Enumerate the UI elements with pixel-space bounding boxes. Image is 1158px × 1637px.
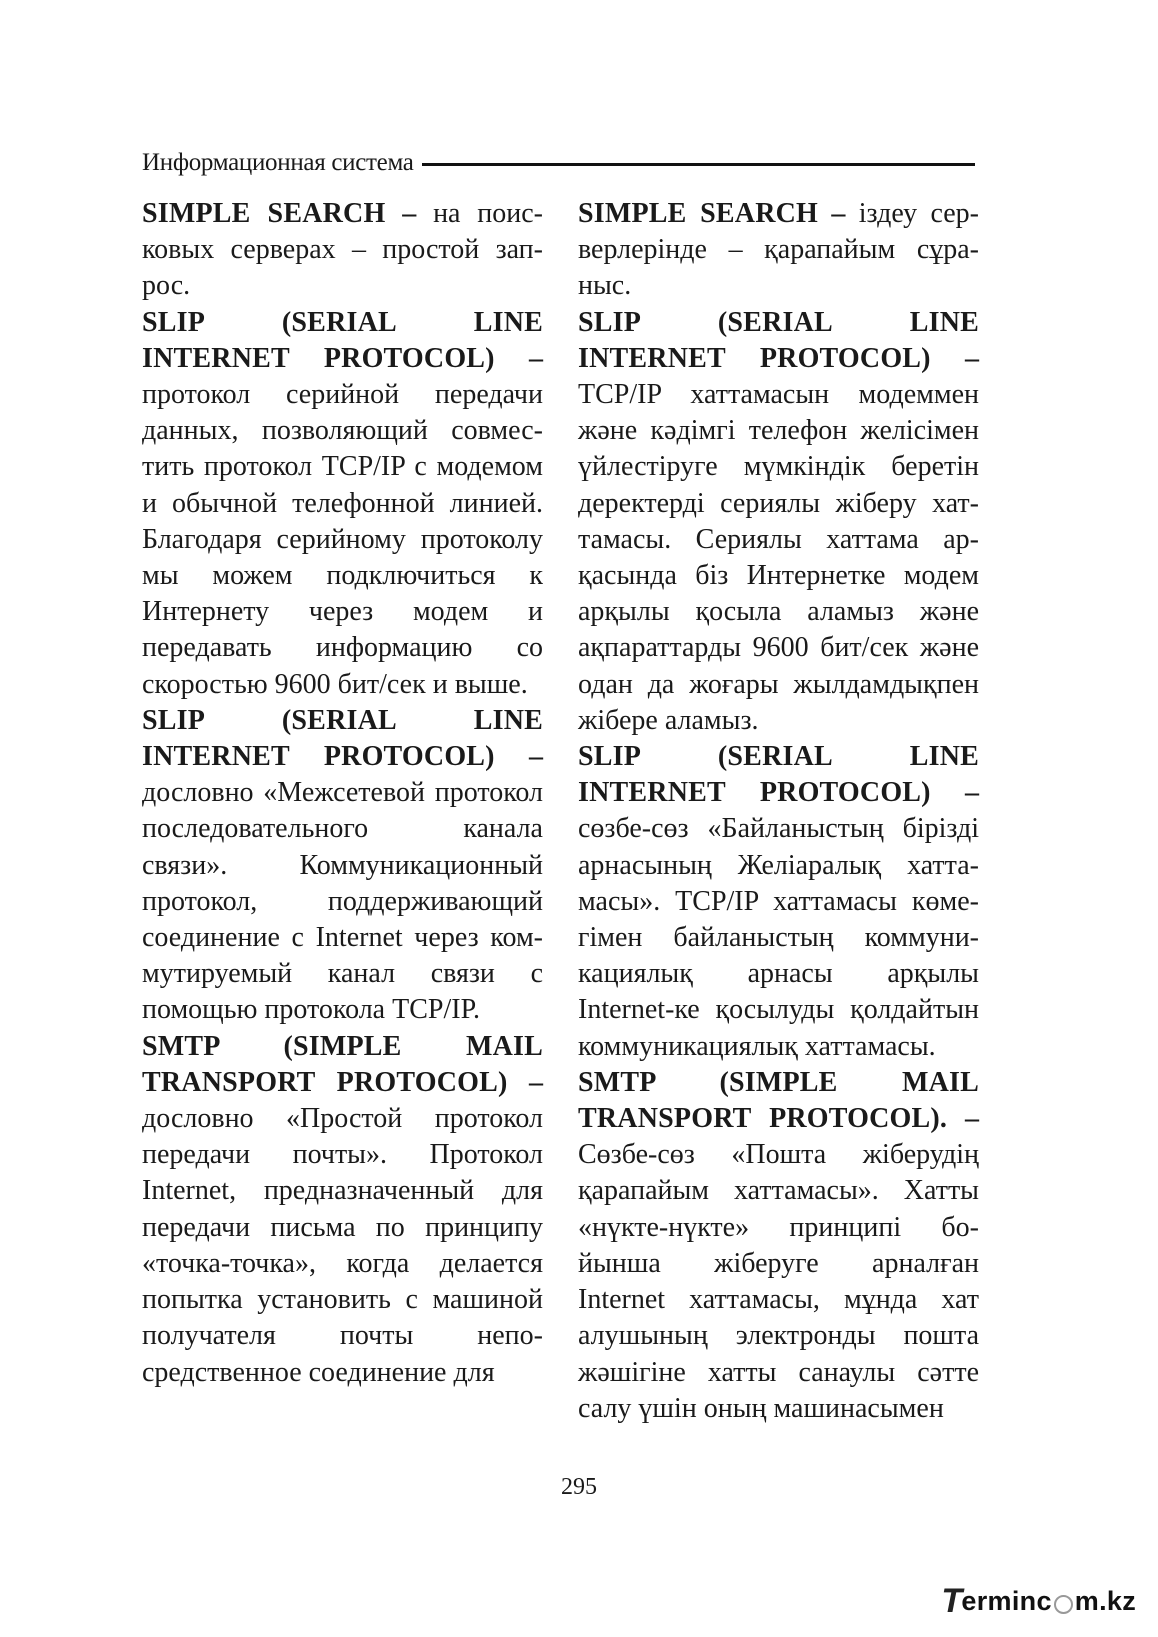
page-number: 295 bbox=[561, 1474, 597, 1500]
entry-dash: – bbox=[930, 777, 979, 809]
header-rule bbox=[422, 163, 975, 166]
watermark-letter-t: T bbox=[941, 1581, 963, 1620]
magnifier-o-icon bbox=[1054, 1595, 1073, 1614]
dictionary-entry bbox=[142, 1029, 543, 1391]
entry-definition: Сөзбе-сөз «Пошта жіберудің қарапайым хаттамасы». Хатты «нүкте-нүкте» принципі бойынша жіберуге арналған Internet хаттамасы, мұнда хат алушының электронды пошта жәшігіне хатты санаулы сәтте салу үшін оның машинасымен bbox=[578, 1139, 979, 1424]
entry-dash: – bbox=[930, 342, 979, 374]
entry-term: SMTP (SIMPLE MAIL TRANSPORT PROTOCOL). bbox=[578, 1066, 979, 1135]
entry-term: SMTP (SIMPLE MAIL TRANSPORT PROTOCOL) bbox=[142, 1030, 543, 1098]
entry-term: SIMPLE SEARCH bbox=[578, 198, 819, 229]
entry-definition: дословно «Простой протокол передачи почты». Протокол Internet, предназначенный для передачи письма по принципу «точка-точка», когда делается попытка установить с машиной получателя почты непосредственное соединение для bbox=[142, 1103, 543, 1388]
dictionary-entry bbox=[142, 305, 543, 703]
entry-dash: – bbox=[818, 198, 859, 229]
entry-term: SLIP (SERIAL LINE INTERNET PROTOCOL) bbox=[142, 704, 543, 773]
dictionary-entry bbox=[578, 1065, 979, 1427]
entry-definition: іздеу серверлерінде – қарапайым сұраныс. bbox=[578, 198, 979, 302]
entry-term: SLIP (SERIAL LINE INTERNET PROTOCOL) bbox=[142, 306, 543, 374]
entry-definition: TCP/IP хаттамасын модеммен және кәдімгі телефон желісімен үйлестіруге мүмкіндік беретін деректерді сериялы жіберу хаттамасы. Сериялы хаттама арқасында біз Интернетке модем арқылы қосыла аламыз және ақпараттарды 9600 бит/сек және одан да жоғары жылдамдықпен жібере аламыз. bbox=[578, 379, 979, 736]
header-title: Информационная система bbox=[142, 149, 414, 176]
dictionary-entry bbox=[578, 739, 979, 1065]
dictionary-entry bbox=[142, 196, 543, 305]
dictionary-entry bbox=[142, 703, 543, 1029]
termincom-watermark bbox=[941, 1581, 1136, 1621]
entry-definition: на поисковых серверах – простой запрос. bbox=[142, 198, 543, 302]
entry-term: SIMPLE SEARCH bbox=[142, 198, 386, 229]
entry-definition: сөзбе-сөз «Байланыстың бірізді арнасының Желіаралық хаттамасы». TCP/IP хаттамасы көмегімен байланыстың коммуникациялық арнасы арқылы Internet-ке қосылуды қолдайтын коммуникациялық хаттамасы. bbox=[578, 813, 979, 1062]
running-header bbox=[142, 146, 975, 180]
entry-definition: дословно «Межсетевой протокол последовательного канала связи». Коммуникационный протокол, поддерживающий соединение с Internet через коммутируемый канал связи с помощью протокола TCP/IP. bbox=[142, 777, 543, 1026]
entry-term: SLIP (SERIAL LINE INTERNET PROTOCOL) bbox=[578, 741, 979, 809]
watermark-text-end: m.kz bbox=[1074, 1585, 1136, 1616]
dictionary-entry bbox=[578, 196, 979, 305]
entry-dash: – bbox=[385, 198, 434, 229]
right-column bbox=[578, 196, 979, 1427]
entry-dash: – bbox=[507, 1066, 543, 1098]
left-column bbox=[142, 196, 543, 1391]
entry-definition: протокол серийной передачи данных, позволяющий совместить протокол TCP/IP с модемом и обычной телефонной линией. Благодаря серийному протоколу мы можем подключиться к Интернету через модем и передавать информацию со скоростью 9600 бит/сек и выше. bbox=[142, 379, 543, 700]
entry-dash: – bbox=[947, 1103, 979, 1135]
entry-dash: – bbox=[494, 741, 543, 773]
entry-term: SLIP (SERIAL LINE INTERNET PROTOCOL) bbox=[578, 306, 979, 374]
entry-dash: – bbox=[494, 342, 543, 374]
dictionary-entry bbox=[578, 305, 979, 739]
watermark-text: erminc bbox=[961, 1585, 1052, 1616]
